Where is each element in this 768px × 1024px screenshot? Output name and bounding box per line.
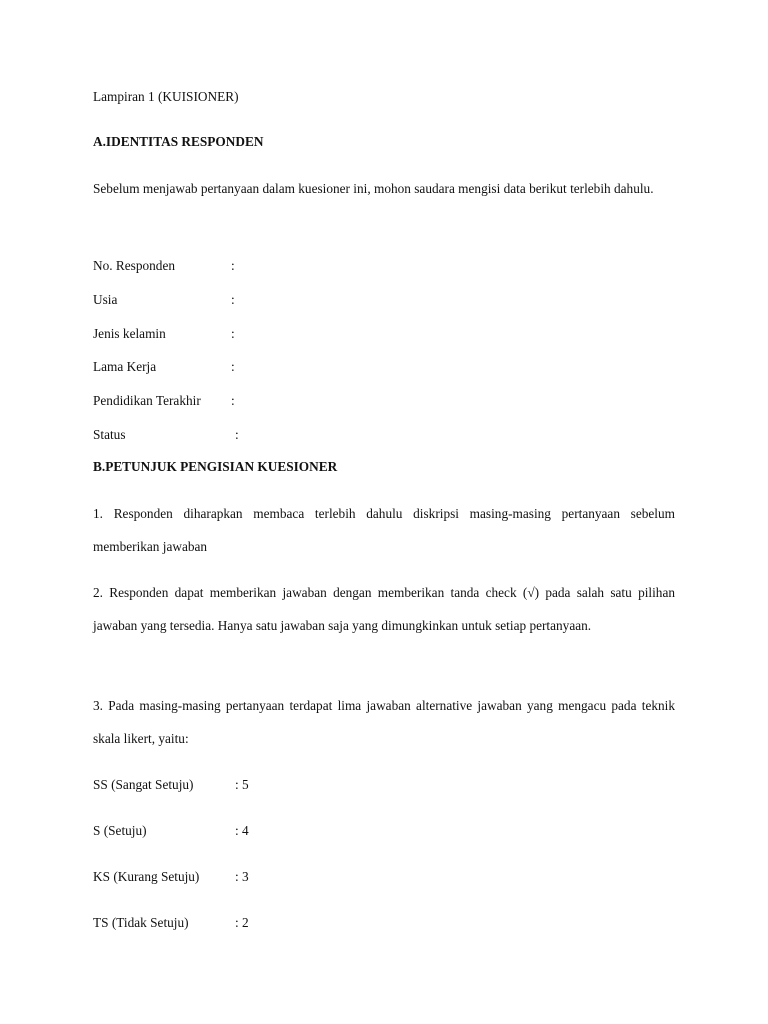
field-colon: : bbox=[235, 427, 239, 442]
likert-label: TS (Tidak Setuju) bbox=[93, 915, 189, 930]
field-label: Pendidikan Terakhir bbox=[93, 393, 201, 408]
likert-value: : 3 bbox=[235, 869, 249, 884]
likert-value: : 2 bbox=[235, 915, 249, 930]
field-label: No. Responden bbox=[93, 258, 175, 273]
field-label: Status bbox=[93, 427, 126, 442]
likert-value: : 5 bbox=[235, 777, 249, 792]
likert-label: KS (Kurang Setuju) bbox=[93, 869, 200, 884]
instruction-item: 3. Pada masing-masing pertanyaan terdapat lima jawaban alternative jawaban yang mengacu pada teknik skala likert, yaitu: bbox=[93, 698, 675, 746]
section-a-intro: Sebelum menjawab pertanyaan dalam kuesioner ini, mohon saudara mengisi data berikut terlebih dahulu. bbox=[93, 181, 654, 196]
field-colon: : bbox=[231, 292, 235, 307]
field-colon: : bbox=[231, 393, 235, 408]
field-label: Jenis kelamin bbox=[93, 326, 166, 341]
instruction-item: 2. Responden dapat memberikan jawaban dengan memberikan tanda check (√) pada salah satu pilihan jawaban yang tersedia. Hanya satu jawaban saja yang dimungkinkan untuk setiap pertanyaan. bbox=[93, 585, 675, 633]
section-b-title: B.PETUNJUK PENGISIAN KUESIONER bbox=[93, 459, 338, 474]
field-colon: : bbox=[231, 258, 235, 273]
field-colon: : bbox=[231, 326, 235, 341]
field-label: Lama Kerja bbox=[93, 359, 157, 374]
field-colon: : bbox=[231, 359, 235, 374]
likert-label: S (Setuju) bbox=[93, 823, 147, 838]
instruction-item: 1. Responden diharapkan membaca terlebih dahulu diskripsi masing-masing pertanyaan sebelum memberikan jawaban bbox=[93, 506, 675, 554]
likert-value: : 4 bbox=[235, 823, 249, 838]
document-page bbox=[93, 0, 675, 1024]
likert-label: SS (Sangat Setuju) bbox=[93, 777, 194, 792]
field-label: Usia bbox=[93, 292, 118, 307]
section-a-title: A.IDENTITAS RESPONDEN bbox=[93, 134, 264, 149]
document-heading: Lampiran 1 (KUISIONER) bbox=[93, 89, 239, 104]
